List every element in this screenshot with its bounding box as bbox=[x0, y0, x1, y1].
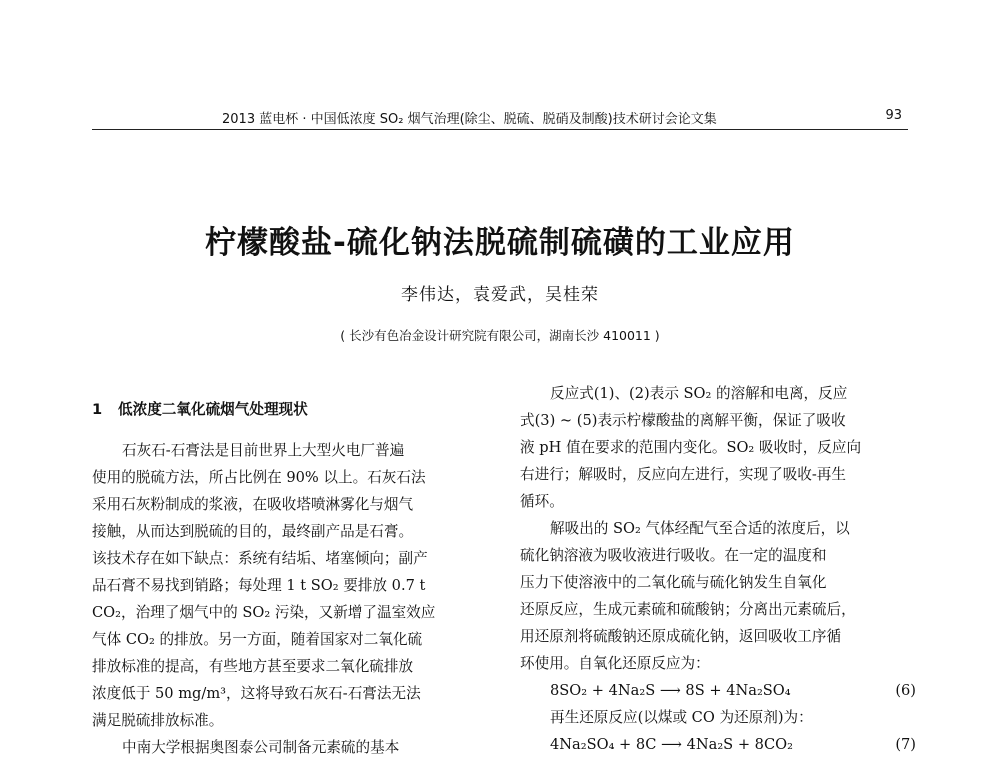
page-number: 93 bbox=[885, 108, 902, 123]
header-rule bbox=[92, 129, 908, 130]
body-line: 排放标准的提高，有些地方甚至要求二氧化硫排放 bbox=[92, 658, 414, 675]
body-line: 液 pH 值在要求的范围内变化。SO₂ 吸收时，反应向 bbox=[520, 439, 862, 456]
body-line: 还原反应，生成元素硫和硫酸钠；分离出元素硫后， bbox=[520, 601, 856, 618]
body-line: 采用石灰粉制成的浆液，在吸收塔喷淋雾化与烟气 bbox=[92, 496, 414, 513]
paper-authors: 李伟达，袁爱武，吴桂荣 bbox=[401, 285, 599, 305]
body-line: 再生还原反应(以煤或 CO 为还原剂)为： bbox=[550, 709, 813, 726]
body-line: 循环。 bbox=[520, 493, 564, 510]
body-line: 石灰石-石膏法是目前世界上大型火电厂普遍 bbox=[122, 442, 405, 459]
body-line: 该技术存在如下缺点：系统有结垢、堵塞倾向；副产 bbox=[92, 550, 428, 567]
section-title: 低浓度二氧化硫烟气处理现状 bbox=[118, 401, 308, 418]
equation-number: (6) bbox=[895, 682, 916, 699]
body-line: 压力下使溶液中的二氧化硫与硫化钠发生自氧化 bbox=[520, 574, 827, 591]
body-line: 硫化钠溶液为吸收液进行吸收。在一定的温度和 bbox=[520, 547, 827, 564]
running-header bbox=[92, 104, 908, 128]
body-line: 满足脱硫排放标准。 bbox=[92, 712, 224, 729]
body-line: 品石膏不易找到销路；每处理 1 t SO₂ 要排放 0.7 t bbox=[92, 577, 426, 594]
body-line: CO₂，治理了烟气中的 SO₂ 污染，又新增了温室效应 bbox=[92, 604, 436, 621]
paper-title: 柠檬酸盐-硫化钠法脱硫制硫磺的工业应用 bbox=[205, 225, 795, 261]
body-line: 接触，从而达到脱硫的目的，最终副产品是石膏。 bbox=[92, 523, 414, 540]
body-line: 浓度低于 50 mg/m³，这将导致石灰石-石膏法无法 bbox=[92, 685, 421, 702]
body-line: 使用的脱硫方法，所占比例在 90% 以上。石灰石法 bbox=[92, 469, 426, 486]
section-heading bbox=[92, 396, 490, 424]
equation-number: (7) bbox=[895, 736, 916, 753]
equation-text: 4Na₂SO₄ + 8C ⟶ 4Na₂S + 8CO₂ bbox=[550, 736, 793, 753]
equation-6 bbox=[520, 677, 918, 704]
body-line: 中南大学根据奥图泰公司制备元素硫的基本 bbox=[122, 739, 400, 756]
body-line: 右进行；解吸时，反应向左进行，实现了吸收-再生 bbox=[520, 466, 846, 483]
left-column bbox=[92, 380, 490, 761]
proceedings-title: 2013 蓝电杯 · 中国低浓度 SO₂ 烟气治理(除尘、脱硫、脱硝及制酸)技术研讨会论文集 bbox=[222, 112, 717, 127]
body-line: 解吸出的 SO₂ 气体经配气至合适的浓度后，以 bbox=[550, 520, 850, 537]
section-number: 1 bbox=[92, 401, 103, 418]
body-line: 气体 CO₂ 的排放。另一方面，随着国家对二氧化硫 bbox=[92, 631, 423, 648]
body-line: 环使用。自氧化还原反应为： bbox=[520, 655, 710, 672]
equation-text: 8SO₂ + 4Na₂S ⟶ 8S + 4Na₂SO₄ bbox=[550, 682, 791, 699]
body-line: 式(3) ~ (5)表示柠檬酸盐的离解平衡，保证了吸收 bbox=[520, 412, 846, 429]
equation-7 bbox=[520, 731, 918, 758]
right-column bbox=[520, 380, 918, 758]
paper-affiliation: ( 长沙有色冶金设计研究院有限公司，湖南长沙 410011 ) bbox=[340, 328, 660, 343]
body-line: 反应式(1)、(2)表示 SO₂ 的溶解和电离，反应 bbox=[550, 385, 848, 402]
body-line: 用还原剂将硫酸钠还原成硫化钠，返回吸收工序循 bbox=[520, 628, 842, 645]
